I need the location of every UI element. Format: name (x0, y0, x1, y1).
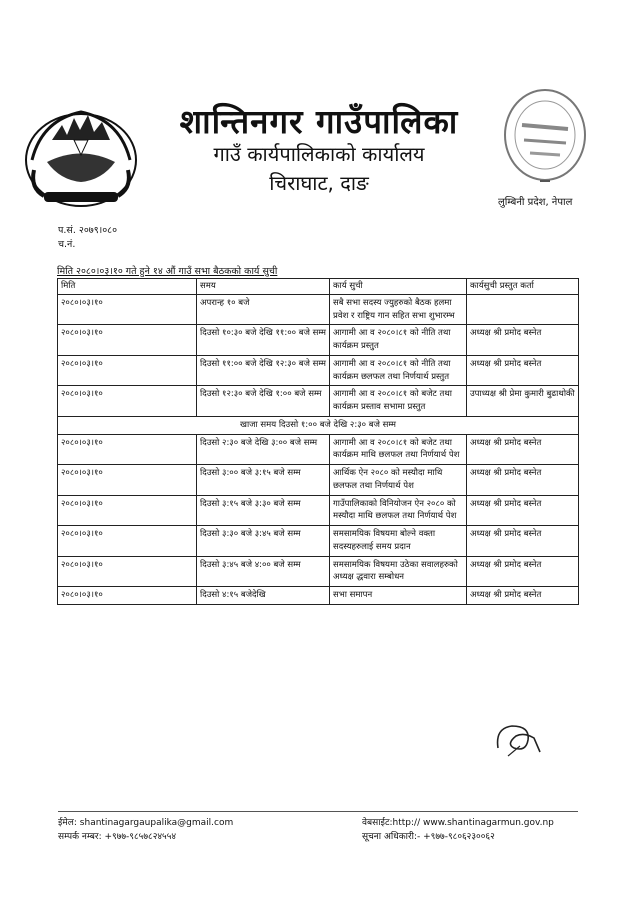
cell-date: २०८०।०३।१० (58, 465, 197, 496)
table-row (58, 495, 579, 526)
cell-presenter: अध्यक्ष श्री प्रमोद बस्नेत (467, 465, 579, 496)
office-location: चिराघाट, दाङ (269, 171, 369, 195)
cell-presenter (467, 294, 579, 325)
cell-date: २०८०।०३।१० (58, 386, 197, 417)
cell-presenter: अध्यक्ष श्री प्रमोद बस्नेत (467, 355, 579, 386)
cell-presenter: अध्यक्ष श्री प्रमोद बस्नेत (467, 325, 579, 356)
reference-number: प.सं. २०७९।०८० (58, 225, 118, 236)
break-row (58, 416, 579, 434)
cell-agenda: आगामी आ व २०८०।८१ को नीति तथा कार्यक्रम छलफल तथा निर्णयार्थ प्रस्तुत (330, 355, 467, 386)
table-row (58, 556, 579, 587)
cell-time: दिउसो ४:१५ बजेदेखि (197, 587, 330, 605)
cell-date: २०८०।०३।१० (58, 587, 197, 605)
cell-date: २०८०।०३।१० (58, 434, 197, 465)
cell-date: २०८०।०३।१० (58, 325, 197, 356)
cell-time: दिउसो ३:४५ बजे ४:०० बजे सम्म (197, 556, 330, 587)
cell-presenter: अध्यक्ष श्री प्रमोद बस्नेत (467, 556, 579, 587)
footer-divider (58, 811, 578, 812)
cell-date: २०८०।०३।१० (58, 355, 197, 386)
cell-presenter: अध्यक्ष श्री प्रमोद बस्नेत (467, 587, 579, 605)
cell-presenter: अध्यक्ष श्री प्रमोद बस्नेत (467, 526, 579, 557)
cell-presenter: अध्यक्ष श्री प्रमोद बस्नेत (467, 434, 579, 465)
cell-presenter: अध्यक्ष श्री प्रमोद बस्नेत (467, 495, 579, 526)
header-agenda: कार्य सुची (330, 279, 467, 295)
cell-agenda: सबै सभा सदस्य ज्युहरुको बैठक हलमा प्रवेश र राष्ट्रिय गान सहित सभा शुभारम्भ (330, 294, 467, 325)
header-time: समय (197, 279, 330, 295)
cell-time: दिउसो ३:१५ बजे ३:३० बजे सम्म (197, 495, 330, 526)
footer-info-officer: सूचना अधिकारी:- +९७७-९८०६२३००६२ (362, 832, 495, 842)
footer-phone: सम्पर्क नम्बर: +९७७-९८५७८२४५५४ (58, 832, 177, 842)
schedule-caption: मिति २०८०।०३।१० गते हुने १४ औं गाउँ सभा बैठकको कार्य सुची (57, 266, 278, 277)
cell-time: दिउसो १२:३० बजे देखि १:०० बजे सम्म (197, 386, 330, 417)
cell-time: दिउसो ३:०० बजे ३:१५ बजे सम्म (197, 465, 330, 496)
cell-agenda: आगामी आ व २०८०।८१ को बजेट तथा कार्यक्रम प्रस्ताव सभामा प्रस्तुत (330, 386, 467, 417)
header-presenter: कार्यसुची प्रस्तुत कर्ता (467, 279, 579, 295)
table-row (58, 526, 579, 557)
cell-date: २०८०।०३।१० (58, 526, 197, 557)
footer-website: वेबसाईट:http:// www.shantinagarmun.gov.np (362, 818, 554, 828)
cell-agenda: गाउँपालिकाको विनियोजन ऐन २०८० को मस्यौदा माथि छलफल तथा निर्णयार्थ पेश (330, 495, 467, 526)
cell-date: २०८०।०३।१० (58, 294, 197, 325)
chalan-number: च.नं. (58, 239, 76, 250)
table-row (58, 355, 579, 386)
cell-agenda: सभा समापन (330, 587, 467, 605)
schedule-table (57, 278, 579, 605)
break-cell: खाजा समय दिउसो १:०० बजे देखि २:३० बजे सम्म (58, 416, 579, 434)
cell-time: दिउसो ३:३० बजे ३:४५ बजे सम्म (197, 526, 330, 557)
table-header-row (58, 279, 579, 295)
cell-agenda: आगामी आ व २०८०।८१ को नीति तथा कार्यक्रम प्रस्तुत (330, 325, 467, 356)
cell-time: दिउसो १०:३० बजे देखि ११:०० बजे सम्म (197, 325, 330, 356)
cell-time: अपरान्ह १० बजे (197, 294, 330, 325)
table-row (58, 465, 579, 496)
table-row (58, 587, 579, 605)
province-label: लुम्बिनी प्रदेश, नेपाल (498, 197, 573, 208)
cell-agenda: समसामयिक विषयमा बोल्ने वक्ता सदस्यहरुलाई समय प्रदान (330, 526, 467, 557)
table-row (58, 294, 579, 325)
cell-agenda: आर्थिक ऐन २०८० को मस्यौदा माथि छलफल तथा निर्णयार्थ पेश (330, 465, 467, 496)
footer-email: ईमेल: shantinagargaupalika@gmail.com (58, 818, 234, 828)
table-row (58, 386, 579, 417)
table-row (58, 325, 579, 356)
cell-agenda: आगामी आ व २०८०।८१ को बजेट तथा कार्यक्रम माथि छलफल तथा निर्णयार्थ पेश (330, 434, 467, 465)
cell-time: दिउसो ११:०० बजे देखि १२:३० बजे सम्म (197, 355, 330, 386)
header-date: मिति (58, 279, 197, 295)
office-title: शान्तिनगर गाउँपालिका (179, 102, 459, 141)
cell-agenda: समसामयिक विषयमा उठेका सवालहरुको अध्यक्ष द्धवारा सम्बोधन (330, 556, 467, 587)
cell-date: २०८०।०३।१० (58, 495, 197, 526)
cell-date: २०८०।०३।१० (58, 556, 197, 587)
cell-presenter: उपाध्यक्ष श्री प्रेमा कुमारी बुढाथोकी (467, 386, 579, 417)
signature-icon (490, 718, 545, 763)
cell-time: दिउसो २:३० बजे देखि ३:०० बजे सम्म (197, 434, 330, 465)
table-row (58, 434, 579, 465)
office-subtitle: गाउँ कार्यपालिकाको कार्यालय (213, 142, 425, 166)
